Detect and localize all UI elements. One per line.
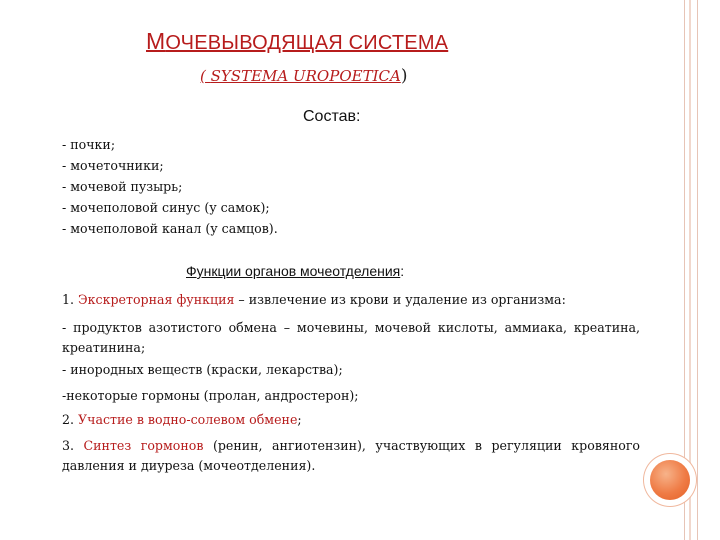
function-3: 3. Синтез гормонов (ренин, ангиотензин), участвующих в регуляции кровяного давления и диуреза (мочеотделения). xyxy=(62,438,641,473)
functions-heading: Функции органов мочеотделения: xyxy=(186,263,405,279)
slide-subtitle: ( SYSTEMA UROPOETICA) xyxy=(200,66,408,86)
list-item: - почки; xyxy=(62,137,116,152)
function-1: 1. Экскреторная функция – извлечение из крови и удаление из организма: xyxy=(62,292,566,307)
list-item: - мочеточники; xyxy=(62,158,164,173)
function-2: 2. Участие в водно-солевом обмене; xyxy=(62,412,302,427)
decorative-side-rail xyxy=(684,0,698,540)
function-1-item: - инородных веществ (краски, лекарства); xyxy=(62,362,343,377)
function-1-item: -некоторые гормоны (пролан, андростерон); xyxy=(62,388,359,403)
list-item: - мочевой пузырь; xyxy=(62,179,183,194)
decorative-orb-icon xyxy=(650,460,690,500)
slide-title: МОЧЕВЫВОДЯЩАЯ СИСТЕМА xyxy=(146,28,449,54)
function-1-item: - продуктов азотистого обмена – мочевины, мочевой кислоты, аммиака, креатина, креатинина; xyxy=(62,320,640,355)
composition-heading: Состав: xyxy=(303,108,361,125)
list-item: - мочеполовой канал (у самцов). xyxy=(62,221,278,236)
composition-list xyxy=(62,134,278,239)
list-item: - мочеполовой синус (у самок); xyxy=(62,200,270,215)
